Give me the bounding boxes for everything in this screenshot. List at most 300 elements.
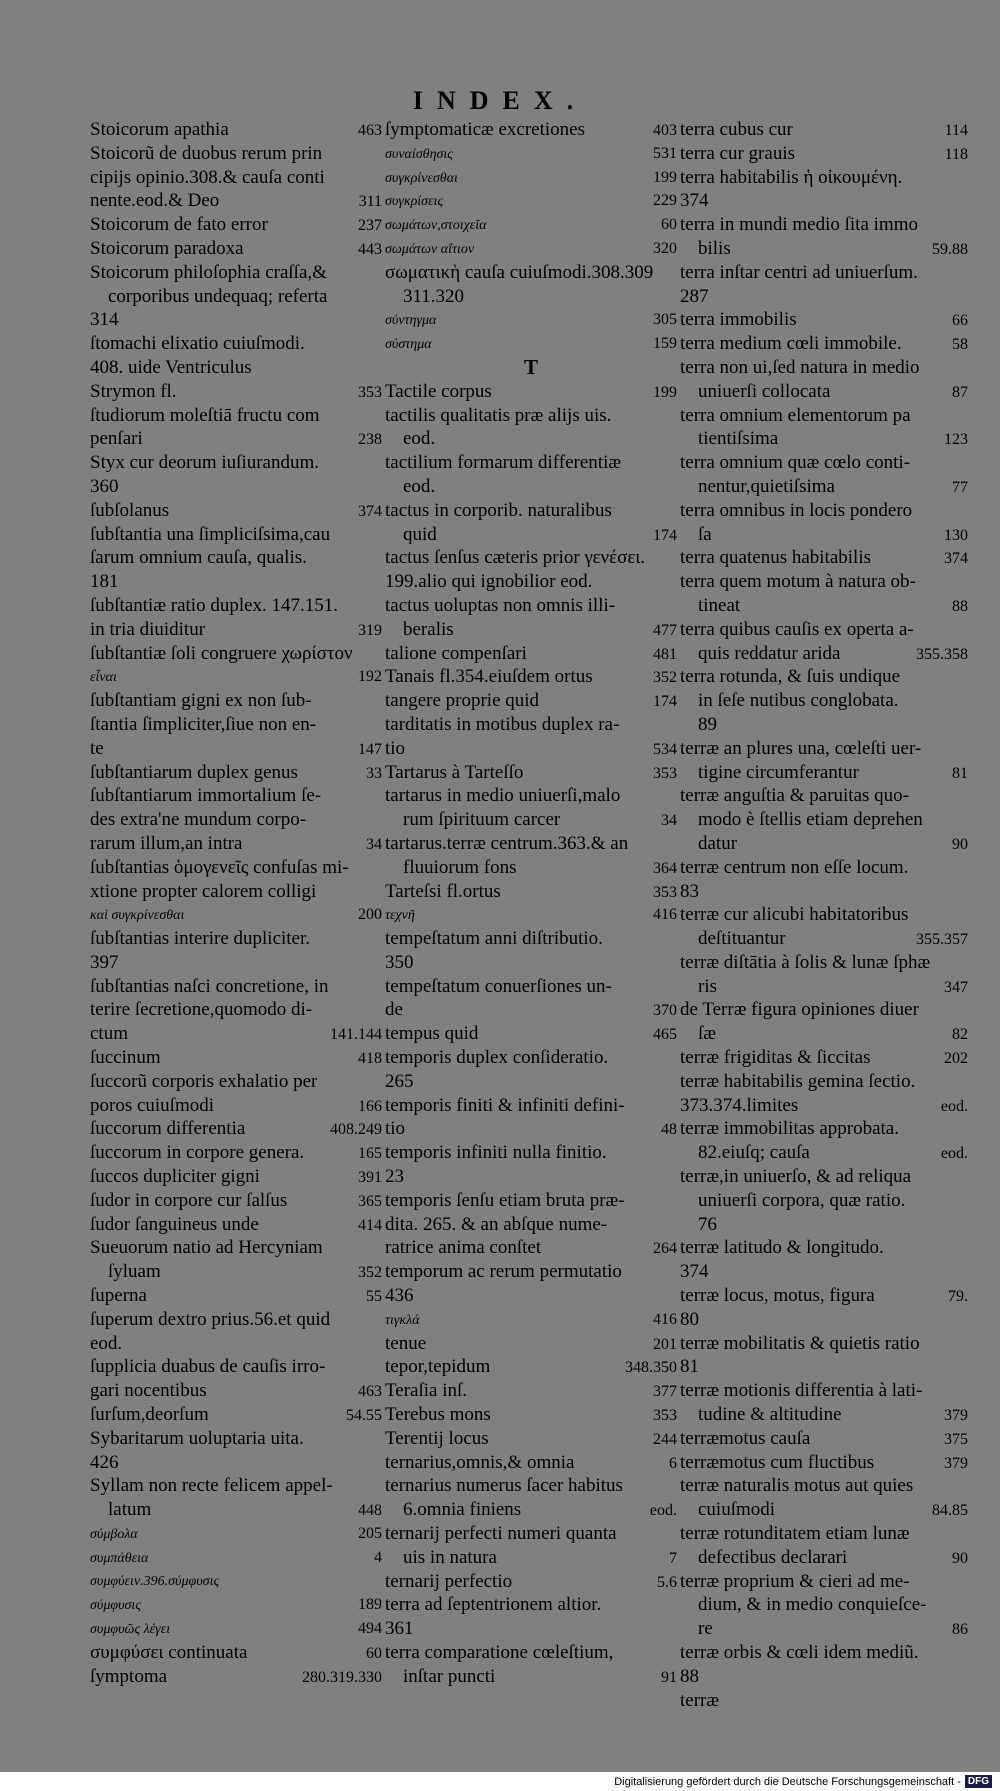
entry-text: Syllam non recte felicem appel- (90, 1475, 333, 1497)
entry-text: 408. uide Ventriculus (90, 356, 252, 378)
entry-text: tactus ſenſus cæteris prior γενέσει. (385, 547, 646, 569)
entry-text: συμπάθεια (90, 1550, 149, 1566)
entry-text: 374 (680, 1261, 709, 1283)
entry-text: T (523, 355, 538, 379)
index-line (680, 523, 968, 547)
entry-text: Stoicorum paradoxa (90, 237, 244, 259)
index-line (385, 427, 677, 451)
index-line (90, 808, 382, 832)
page-reference: 311 (358, 193, 382, 211)
index-line (385, 380, 677, 404)
index-line (90, 1474, 382, 1498)
index-line (90, 475, 382, 499)
index-line (90, 1427, 382, 1451)
index-line (90, 213, 382, 237)
index-line (385, 1474, 677, 1498)
page-reference: 84.85 (932, 1502, 968, 1520)
page-reference: 199 (653, 383, 677, 401)
page-reference: 199 (653, 168, 677, 186)
page-reference: 141.144 (330, 1026, 382, 1044)
page-reference: eod. (940, 1097, 968, 1115)
index-line (90, 618, 382, 642)
entry-text: terra ad ſeptentrionem altior. (385, 1594, 602, 1616)
entry-text: 81 (680, 1356, 699, 1378)
index-line (680, 546, 968, 570)
index-line (90, 1284, 382, 1308)
entry-text: xtione propter calorem colligi (90, 880, 317, 902)
index-line (90, 427, 382, 451)
entry-text: in ſeſe nutibus conglobata. (698, 690, 899, 712)
entry-text: terra comparatione cœleſtium, (385, 1642, 614, 1663)
entry-text: terra in mundi medio ſita immo (680, 214, 918, 236)
entry-text: ſubſtantiarum immortalium ſe- (90, 785, 322, 807)
entry-text: ternarius,omnis,& omnia (385, 1451, 575, 1473)
entry-text: 287 (680, 285, 709, 307)
index-line (90, 1117, 382, 1141)
entry-text: defectibus declarari (698, 1546, 848, 1568)
page-reference: 375 (944, 1430, 968, 1448)
index-line (90, 1379, 382, 1403)
index-line (680, 1189, 968, 1213)
index-line (385, 1284, 677, 1308)
index-line (90, 665, 382, 689)
index-line (680, 1689, 968, 1713)
entry-text: te (90, 737, 104, 759)
index-line (385, 404, 677, 428)
index-line (90, 1046, 382, 1070)
page-reference: 370 (653, 1002, 677, 1020)
index-line (90, 332, 382, 356)
page-reference: 319 (358, 621, 382, 639)
entry-text: terræ immobilitas approbata. (680, 1118, 899, 1140)
index-line (90, 166, 382, 190)
index-column-1 (90, 118, 382, 1689)
index-line (385, 1593, 677, 1617)
entry-text: 426 (90, 1451, 119, 1473)
index-line (680, 1427, 968, 1451)
entry-text: συγκρίσεις (385, 194, 444, 210)
index-line (385, 998, 677, 1022)
entry-text: tineat (698, 594, 741, 616)
entry-text: terræ orbis & cœli idem mediũ. (680, 1642, 919, 1663)
index-line (90, 1617, 382, 1641)
page-reference: 365 (358, 1192, 382, 1210)
index-line (680, 1355, 968, 1379)
index-line (680, 1165, 968, 1189)
index-line (385, 523, 677, 547)
entry-text: quid (403, 523, 437, 545)
index-line (680, 166, 968, 190)
entry-text: dita. 265. & an abſque nume- (385, 1213, 608, 1235)
page-reference: 6 (669, 1454, 677, 1472)
entry-text: 350 (385, 951, 414, 973)
entry-text: σύντηγμα (385, 313, 437, 329)
index-line (680, 1284, 968, 1308)
page-reference: 55 (366, 1288, 382, 1306)
entry-text: de (385, 999, 403, 1021)
index-line (385, 1308, 677, 1332)
index-line (90, 261, 382, 285)
page-reference: 244 (653, 1430, 677, 1448)
index-line (680, 237, 968, 261)
entry-text: ternarius numerus ſacer habitus (385, 1475, 623, 1497)
index-line (385, 1522, 677, 1546)
entry-text: Tarteſsi fl.ortus (385, 880, 501, 902)
index-line (385, 951, 677, 975)
index-line (680, 451, 968, 475)
page-reference: 408.249 (330, 1121, 382, 1139)
index-line (385, 1189, 677, 1213)
entry-text: ſubſtantiarum duplex genus (90, 761, 298, 783)
index-line (90, 308, 382, 332)
index-line (90, 1403, 382, 1427)
entry-text: 199.alio qui ignobilior eod. (385, 571, 593, 593)
entry-text: ſymptomaticæ excretiones (385, 119, 585, 140)
entry-text: terræ centrum non eſſe locum. (680, 856, 909, 878)
entry-text: temporis infiniti nulla finitio. (385, 1142, 607, 1164)
entry-text: Tactile corpus (385, 380, 492, 402)
page-reference: 60 (366, 1645, 382, 1662)
index-line (680, 285, 968, 309)
index-line (680, 1094, 968, 1118)
entry-text: beralis (403, 618, 454, 640)
entry-text: temporum ac rerum permutatio (385, 1261, 622, 1283)
page-reference: 348.350 (625, 1359, 677, 1377)
index-line (385, 1546, 677, 1570)
page-reference: 416 (653, 1310, 677, 1328)
entry-text: 373.374.limites (680, 1094, 799, 1116)
index-line (385, 665, 677, 689)
entry-text: terræmotus cum fluctibus (680, 1451, 875, 1473)
entry-text: terræ frigiditas & ſiccitas (680, 1047, 871, 1069)
page-reference: 66 (952, 312, 968, 330)
entry-text: σύμβολα (90, 1527, 138, 1543)
page-reference: 5.6 (657, 1573, 677, 1591)
index-line (385, 1665, 677, 1689)
entry-text: Tanais fl.354.eiuſdem ortus (385, 666, 593, 688)
page-reference: 58 (952, 336, 968, 354)
entry-text: temporis ſenſu etiam bruta præ- (385, 1189, 625, 1211)
entry-text: τεχνῆ (385, 908, 415, 924)
index-line (90, 1094, 382, 1118)
entry-text: ſurſum,deorſum (90, 1404, 209, 1426)
index-line (680, 808, 968, 832)
entry-text: σύμφυσις (90, 1598, 142, 1614)
page-reference: 48 (661, 1121, 677, 1139)
index-line (680, 642, 968, 666)
index-line (385, 642, 677, 666)
entry-text: ſuccorum differentia (90, 1118, 246, 1140)
entry-text: ſtomachi elixatio cuiuſmodi. (90, 333, 305, 355)
page-reference: 352 (358, 1264, 382, 1282)
page-reference: 534 (653, 740, 677, 758)
index-line (385, 594, 677, 618)
index-column-2 (385, 118, 677, 1689)
entry-text: terra cur grauis (680, 142, 795, 164)
index-line (680, 118, 968, 142)
page-reference: 353 (653, 883, 677, 901)
entry-text: ſarum omnium cauſa, qualis. (90, 547, 307, 569)
entry-text: ctum (90, 1023, 128, 1045)
index-line (385, 880, 677, 904)
index-line (90, 1593, 382, 1617)
index-line (680, 356, 968, 380)
page-reference: 60 (661, 216, 677, 234)
index-line (680, 189, 968, 213)
entry-text: re (698, 1618, 713, 1640)
entry-text: de Terræ figura opiniones diuer (680, 999, 919, 1021)
entry-text: 181 (90, 571, 119, 593)
entry-text: Strymon fl. (90, 380, 177, 402)
index-line (680, 951, 968, 975)
index-line (90, 451, 382, 475)
entry-text: ſymptoma (90, 1665, 168, 1687)
index-line (680, 213, 968, 237)
page-reference: 79. (948, 1288, 968, 1306)
entry-text: cuiuſmodi (698, 1499, 776, 1521)
entry-text: terra omnium quæ cœlo conti- (680, 452, 911, 474)
entry-text: tactus in corporib. naturalibus (385, 499, 612, 521)
entry-text: ſubſtantia una ſimpliciſsima,cau (90, 523, 331, 545)
index-line (680, 1641, 968, 1665)
entry-text: terræ proprium & cieri ad me- (680, 1570, 910, 1592)
entry-text: σωμάτων,στοιχεῖα (385, 218, 487, 234)
index-line (385, 1498, 677, 1522)
index-line (385, 1332, 677, 1356)
page-reference: 118 (944, 145, 968, 163)
page-reference: 494 (358, 1620, 382, 1638)
entry-text: ſubſtantias interire dupliciter. (90, 928, 311, 950)
index-line (385, 1165, 677, 1189)
page-reference: 90 (952, 835, 968, 853)
entry-text: eod. (90, 1332, 123, 1354)
index-line (385, 1213, 677, 1237)
page-reference: 7 (669, 1549, 677, 1567)
page-reference: 391 (358, 1169, 382, 1187)
index-line (680, 998, 968, 1022)
entry-text: tepor,tepidum (385, 1356, 491, 1378)
index-line (90, 761, 382, 785)
page-reference: 90 (952, 1549, 968, 1567)
entry-text: uniuerſi corpora, quæ ratio. (698, 1189, 906, 1211)
entry-text: εἶναι (90, 670, 117, 686)
entry-text: deſtituantur (698, 928, 786, 950)
index-line (90, 189, 382, 213)
entry-text: ſuccorum in corpore genera. (90, 1142, 305, 1164)
entry-text: nentur,quietiſsima (698, 475, 835, 497)
page-reference: 174 (653, 526, 677, 544)
entry-text: terra quem motum à natura ob- (680, 571, 916, 593)
index-line (90, 1546, 382, 1570)
entry-text: συμφύειν.396.σύμφυσις (90, 1573, 220, 1589)
index-line (680, 1117, 968, 1141)
index-line (385, 784, 677, 808)
page-reference: 192 (358, 668, 382, 686)
index-line (385, 737, 677, 761)
entry-text: ſuccos dupliciter gigni (90, 1166, 260, 1188)
index-line (90, 1022, 382, 1046)
page-reference: 320 (653, 239, 677, 257)
entry-text: ternarij perfectio (385, 1570, 513, 1592)
entry-text: συναίσθησις (385, 146, 453, 162)
page-reference: 531 (653, 144, 677, 162)
page-reference: 59.88 (932, 240, 968, 258)
index-line (90, 380, 382, 404)
entry-text: in tria diuiditur (90, 618, 206, 640)
index-line (90, 142, 382, 166)
entry-text: ſubſtantias ὁμογενεῖς confuſas mi- (90, 856, 349, 878)
index-line (385, 499, 677, 523)
index-line (385, 1617, 677, 1641)
entry-text: terra habitabilis ἡ οἰκουμένη. (680, 166, 903, 188)
entry-text: ſubſolanus (90, 499, 170, 521)
index-line (680, 975, 968, 999)
index-line (680, 499, 968, 523)
entry-text: ſuperum dextro prius.56.et quid (90, 1308, 331, 1330)
index-line (90, 1451, 382, 1475)
index-line (680, 713, 968, 737)
entry-text: bilis (698, 237, 731, 259)
index-line (90, 1189, 382, 1213)
index-line (90, 880, 382, 904)
index-line (385, 475, 677, 499)
index-line (90, 594, 382, 618)
index-line (90, 546, 382, 570)
entry-text: terra quibus cauſis ex operta a- (680, 618, 914, 640)
page-reference: 238 (358, 431, 382, 449)
index-line (680, 927, 968, 951)
entry-text: ſuperna (90, 1285, 147, 1307)
index-line (90, 1141, 382, 1165)
entry-text: 89 (698, 713, 717, 735)
page-reference: 54.55 (346, 1407, 382, 1425)
page-reference: 4 (374, 1548, 382, 1566)
entry-text: terra omnium elementorum pa (680, 404, 911, 426)
index-line (90, 951, 382, 975)
index-line (680, 1451, 968, 1475)
entry-text: uis in natura (403, 1546, 497, 1568)
page-reference: 448 (358, 1502, 382, 1520)
entry-text: terræ habitabilis gemina ſectio. (680, 1070, 916, 1092)
entry-text: ſubſtantiam gigni ex non ſub- (90, 690, 312, 712)
page-reference: 355.357 (916, 931, 968, 949)
index-line (385, 308, 677, 332)
entry-text: σωμάτων αἴτιον (385, 241, 475, 257)
index-line (90, 237, 382, 261)
index-line (385, 1141, 677, 1165)
page-reference: 200 (358, 906, 382, 924)
entry-text: ſuccorũ corporis exhalatio per (90, 1070, 318, 1092)
entry-text: corporibus undequaq; referta (108, 285, 328, 307)
page-reference: 463 (358, 122, 382, 139)
index-line (90, 713, 382, 737)
page-reference: 123 (944, 431, 968, 449)
entry-text: uniuerſi collocata (698, 380, 831, 402)
entry-text: σύστημα (385, 337, 432, 353)
entry-text: ſubſtantias naſci concretione, in (90, 975, 329, 997)
index-line (385, 1046, 677, 1070)
entry-text: καὶ συγκρίνεσθαι (90, 908, 185, 924)
entry-text: ſtantia ſimpliciter,ſiue non en- (90, 713, 317, 735)
entry-text: terra cubus cur (680, 119, 793, 140)
section-letter (385, 356, 677, 380)
index-line (90, 1165, 382, 1189)
entry-text: cipijs opinio.308.& cauſa conti (90, 166, 325, 188)
page-reference: 147 (358, 740, 382, 758)
index-line (680, 1260, 968, 1284)
entry-text: tartarus.terræ centrum.363.& an (385, 832, 629, 854)
index-line (680, 665, 968, 689)
entry-text: ſudor ſanguineus unde (90, 1213, 259, 1235)
page-reference: 374 (358, 502, 382, 520)
index-line (90, 737, 382, 761)
page-reference: 481 (653, 645, 677, 663)
page-reference: 114 (944, 122, 968, 139)
index-line (385, 856, 677, 880)
entry-text: tactus uoluptas non omnis illi- (385, 594, 616, 616)
index-line (385, 142, 677, 166)
entry-text: terræ locus, motus, figura (680, 1285, 875, 1307)
index-line (90, 689, 382, 713)
entry-text: terræ diſtātia à ſolis & lunæ ſphæ (680, 951, 931, 973)
index-line (385, 689, 677, 713)
page-reference: 189 (358, 1596, 382, 1614)
page-reference: 352 (653, 669, 677, 687)
entry-text: terra quatenus habitabilis (680, 547, 871, 569)
index-line (90, 1665, 382, 1689)
entry-text: terræ mobilitatis & quietis ratio (680, 1332, 920, 1354)
page-reference: 465 (653, 1026, 677, 1044)
index-line (385, 213, 677, 237)
page-reference: 77 (952, 478, 968, 496)
entry-text: Styx cur deorum iuſiurandum. (90, 452, 320, 474)
index-line (90, 1260, 382, 1284)
page-reference: 165 (358, 1145, 382, 1163)
entry-text: 76 (698, 1213, 717, 1235)
index-line (680, 308, 968, 332)
index-column-3 (680, 118, 968, 1712)
entry-text: rum ſpirituum carcer (403, 809, 561, 831)
index-line (385, 1641, 677, 1665)
index-line (680, 1665, 968, 1689)
index-line (680, 1332, 968, 1356)
entry-text: ris (698, 975, 717, 997)
entry-text: des extra'ne mundum corpo- (90, 809, 307, 831)
entry-text: tio (385, 1118, 406, 1140)
entry-text: terire ſecretione,quomodo di- (90, 999, 313, 1021)
index-line (680, 427, 968, 451)
entry-text: temporis duplex conſideratio. (385, 1047, 609, 1069)
page-reference: 374 (944, 550, 968, 568)
entry-text: tientiſsima (698, 428, 779, 450)
entry-text: gari nocentibus (90, 1380, 207, 1402)
entry-text: eod. (403, 475, 436, 497)
index-line (90, 784, 382, 808)
entry-text: terræ,in uniuerſo, & ad reliqua (680, 1166, 912, 1188)
index-line (680, 1022, 968, 1046)
index-line (680, 1546, 968, 1570)
index-line (90, 404, 382, 428)
index-line (90, 1498, 382, 1522)
entry-text: fluuiorum fons (403, 856, 517, 878)
index-line (90, 1332, 382, 1356)
index-line (385, 189, 677, 213)
entry-text: terræ naturalis motus aut quies (680, 1475, 914, 1497)
page-reference: 353 (653, 1407, 677, 1425)
page-reference: 237 (358, 217, 382, 235)
index-line (680, 1379, 968, 1403)
index-line (385, 261, 677, 285)
